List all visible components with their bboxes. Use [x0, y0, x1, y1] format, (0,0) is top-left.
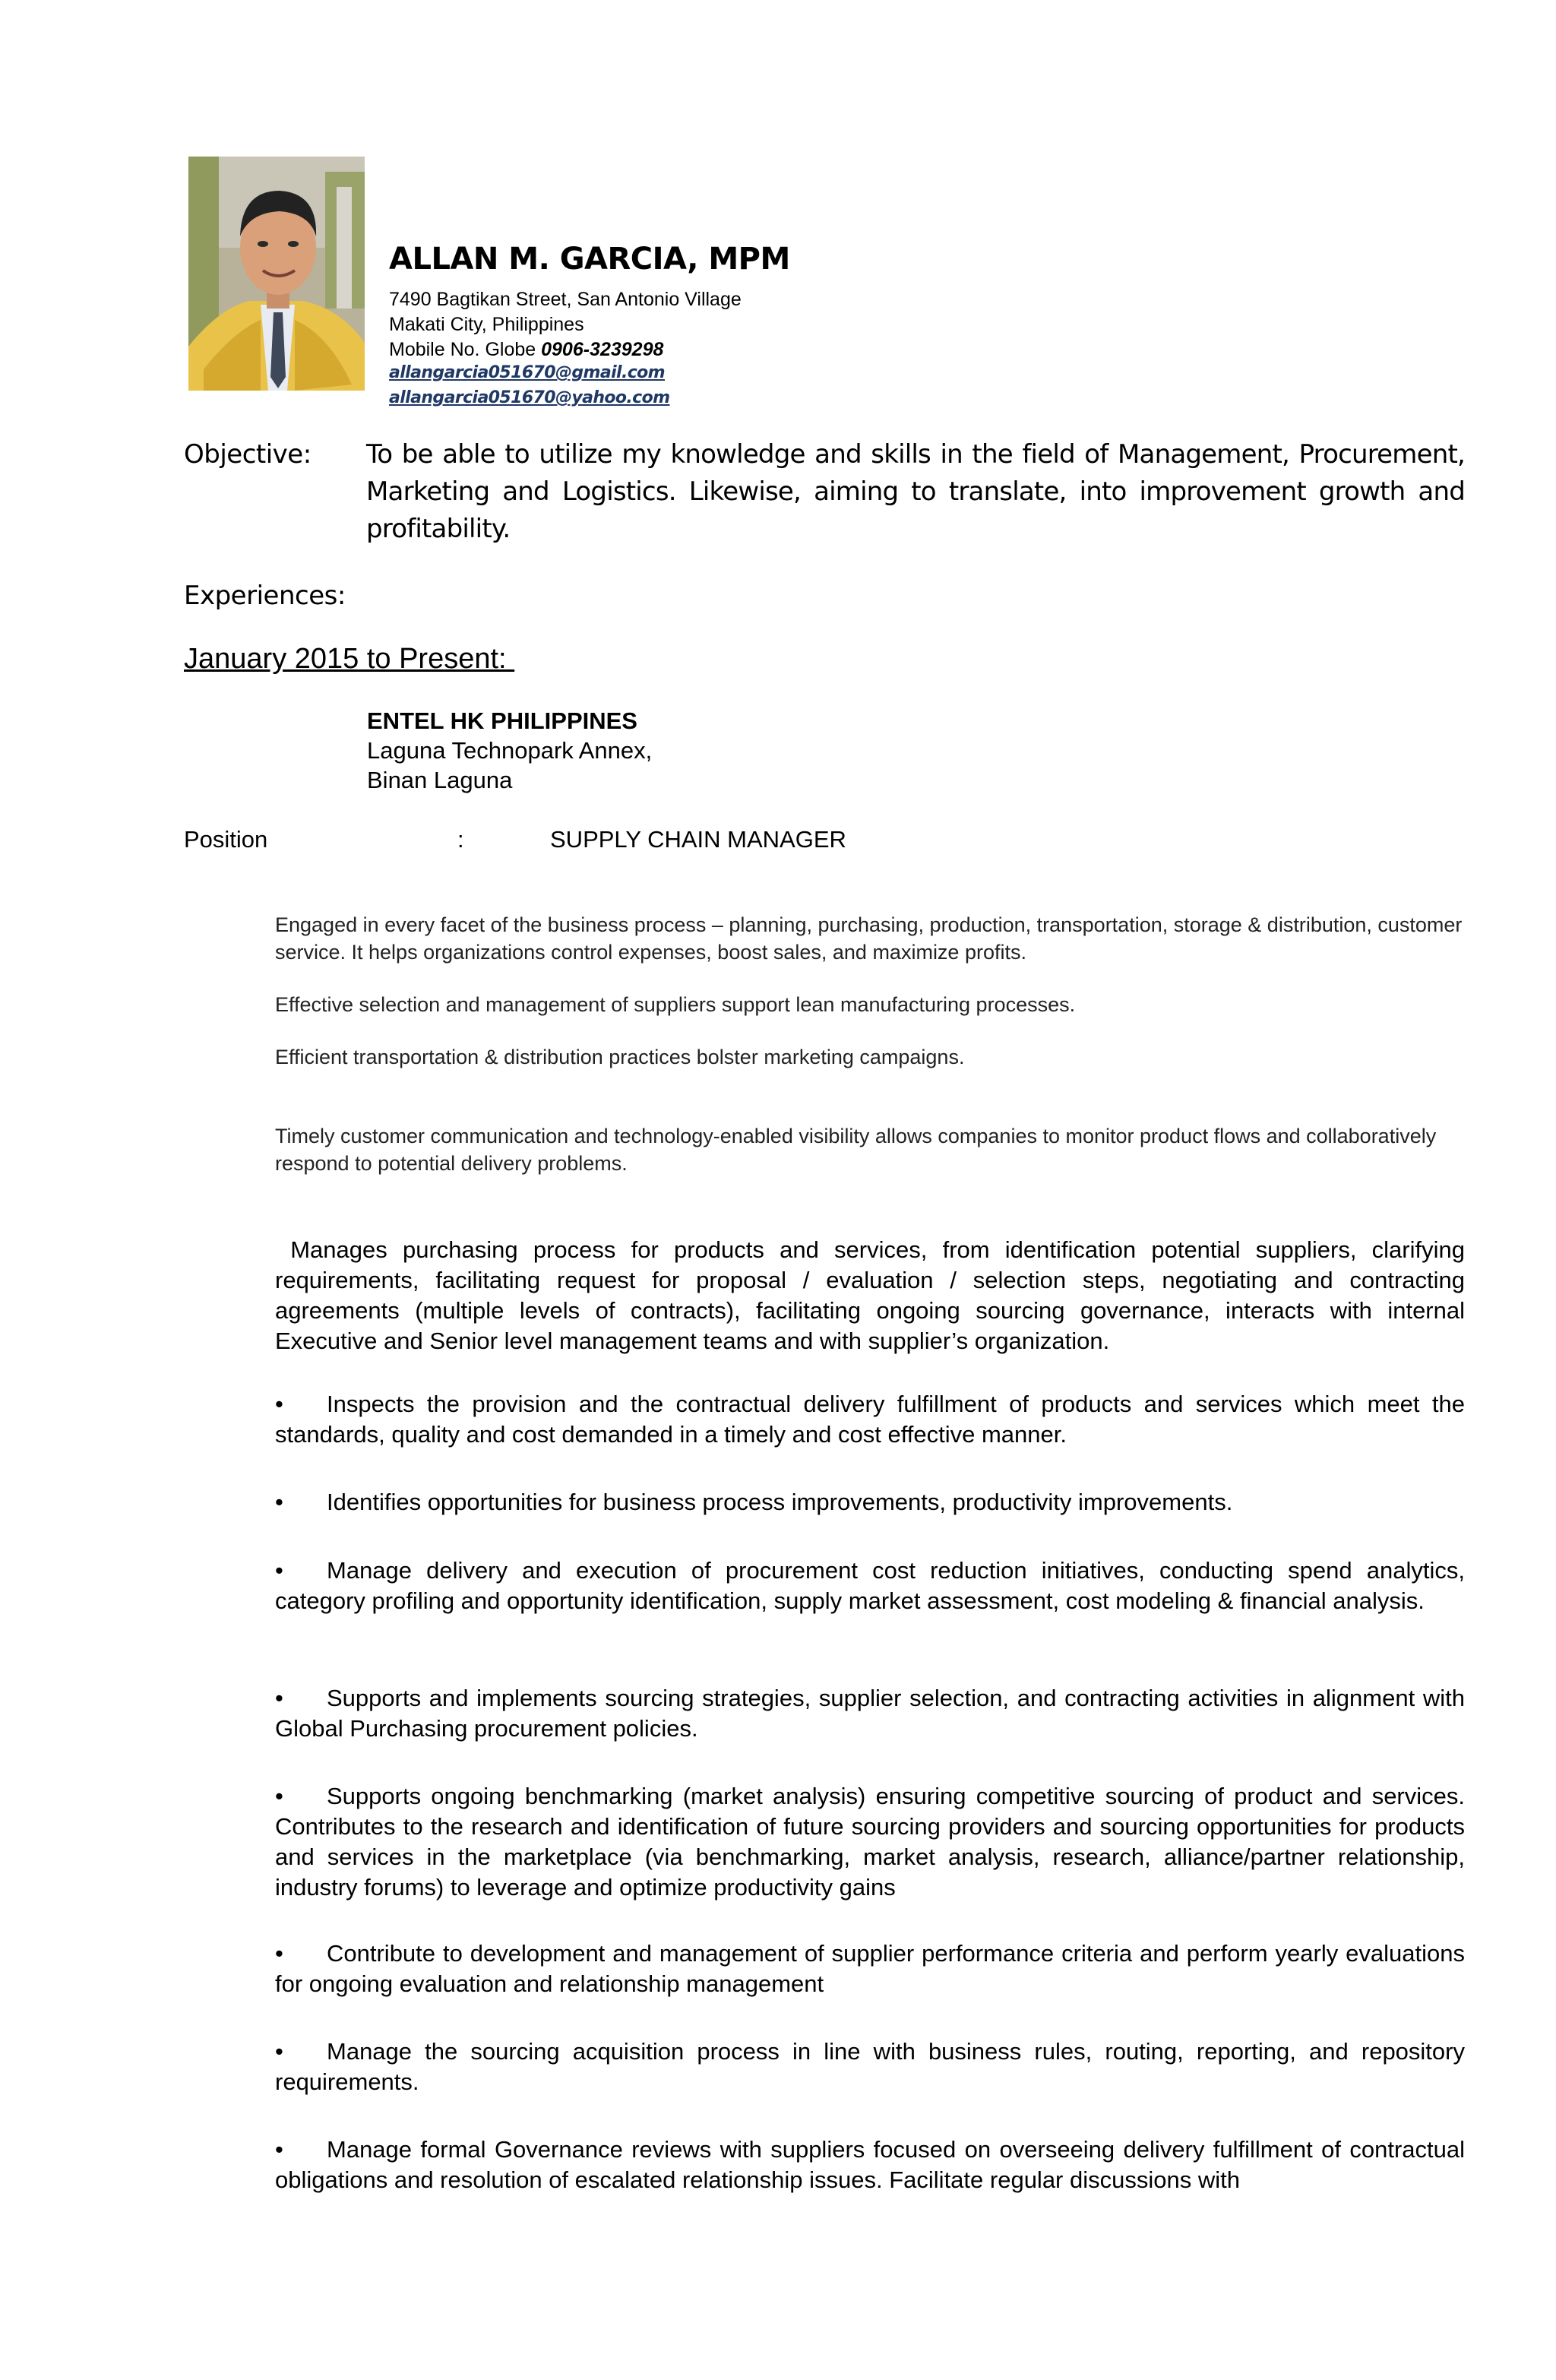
responsibility-item	[275, 2037, 1465, 2097]
mobile-label: Mobile No. Globe	[389, 339, 542, 360]
bullet-icon: •	[275, 1685, 283, 1711]
summary-paragraph: Efficient transportation & distribution practices bolster marketing campaigns.	[275, 1046, 965, 1068]
bullet-icon: •	[275, 1489, 283, 1515]
summary-paragraph: Engaged in every facet of the business process – planning, purchasing, production, transportation, storage & distribution, customer service. It helps organizations control expenses, boost sales, and maximize profits.	[275, 913, 1463, 964]
summary-paragraph: Timely customer communication and technology-enabled visibility allows companies to monitor product flows and collaboratively respond to potential delivery problems.	[275, 1125, 1437, 1175]
mobile-line	[389, 339, 663, 361]
profile-photo	[188, 157, 365, 391]
email-gmail-link[interactable]: allangarcia051670@gmail.com	[389, 363, 665, 382]
position-value: SUPPLY CHAIN MANAGER	[550, 826, 846, 853]
responsibility-text: Supports and implements sourcing strategies, supplier selection, and contracting activities in alignment with Global Purchasing procurement policies.	[275, 1685, 1465, 1742]
responsibility-item	[275, 1556, 1465, 1616]
bullet-icon: •	[275, 2038, 283, 2065]
candidate-name: ALLAN M. GARCIA, MPM	[389, 242, 790, 277]
email-yahoo-link[interactable]: allangarcia051670@yahoo.com	[389, 388, 670, 407]
objective-label: Objective:	[184, 439, 312, 470]
responsibility-text: Manage delivery and execution of procurement cost reduction initiatives, conducting spend analytics, category profiling and opportunity identification, supply market assessment, cost modeling & financial analysis.	[275, 1557, 1465, 1614]
experience-period: January 2015 to Present:	[184, 643, 515, 675]
bullet-icon: •	[275, 2136, 283, 2163]
bullet-icon: •	[275, 1783, 283, 1809]
address-line-1: 7490 Bagtikan Street, San Antonio Village	[389, 289, 742, 310]
bullet-icon: •	[275, 1391, 283, 1417]
responsibility-text: Manage formal Governance reviews with suppliers focused on overseeing delivery fulfillment of contractual obligations and resolution of escalated relationship issues. Facilitate regular discussions with	[275, 2136, 1465, 2193]
responsibilities-intro: Manages purchasing process for products and services, from identification potential suppliers, clarifying requirements, facilitating request for proposal / evaluation / selection steps, negotiating and contracting agreements (multiple levels of contracts), facilitating ongoing sourcing governance, interacts with internal Executive and Senior level management teams and with supplier’s organization.	[275, 1236, 1472, 1354]
objective-text: To be able to utilize my knowledge and skills in the field of Management, Procurement, Marketing and Logistics. Likewise, aiming to translate, into improvement growth and profitability.	[366, 439, 1465, 544]
address-line-2: Makati City, Philippines	[389, 314, 584, 335]
company-address-line-1: Laguna Technopark Annex,	[367, 737, 653, 764]
profile-photo-image	[188, 157, 365, 391]
responsibility-text: Manage the sourcing acquisition process in line with business rules, routing, reporting, and repository requirements.	[275, 2038, 1465, 2095]
bullet-icon: •	[275, 1557, 283, 1584]
responsibility-text: Supports ongoing benchmarking (market analysis) ensuring competitive sourcing of product and services. Contributes to the research and identification of future sourcing providers and sourcing opportunities for products and services in the marketplace (via benchmarking, market analysis, research, alliance/partner relationship, industry forums) to leverage and optimize productivity gains	[275, 1783, 1465, 1901]
company-address-line-2: Binan Laguna	[367, 767, 513, 793]
experiences-label: Experiences:	[184, 581, 346, 611]
company-name: ENTEL HK PHILIPPINES	[367, 707, 637, 734]
responsibility-item	[275, 1781, 1465, 1903]
responsibility-text: Contribute to development and management of supplier performance criteria and perform yearly evaluations for ongoing evaluation and relationship management	[275, 1940, 1465, 1997]
position-label: Position	[184, 826, 268, 853]
position-colon: :	[457, 826, 464, 853]
responsibility-text: Identifies opportunities for business process improvements, productivity improvements.	[327, 1489, 1233, 1515]
responsibility-item	[275, 1938, 1465, 1999]
summary-paragraph: Effective selection and management of suppliers support lean manufacturing processes.	[275, 993, 1076, 1016]
responsibility-text: Inspects the provision and the contractual delivery fulfillment of products and services which meet the standards, quality and cost demanded in a timely and cost effective manner.	[275, 1391, 1465, 1448]
responsibility-item	[275, 1683, 1465, 1744]
mobile-number: 0906-3239298	[541, 339, 664, 360]
bullet-icon: •	[275, 1940, 283, 1967]
responsibility-item	[275, 1389, 1465, 1450]
responsibility-item	[275, 2135, 1465, 2195]
responsibility-item	[275, 1487, 1465, 1518]
